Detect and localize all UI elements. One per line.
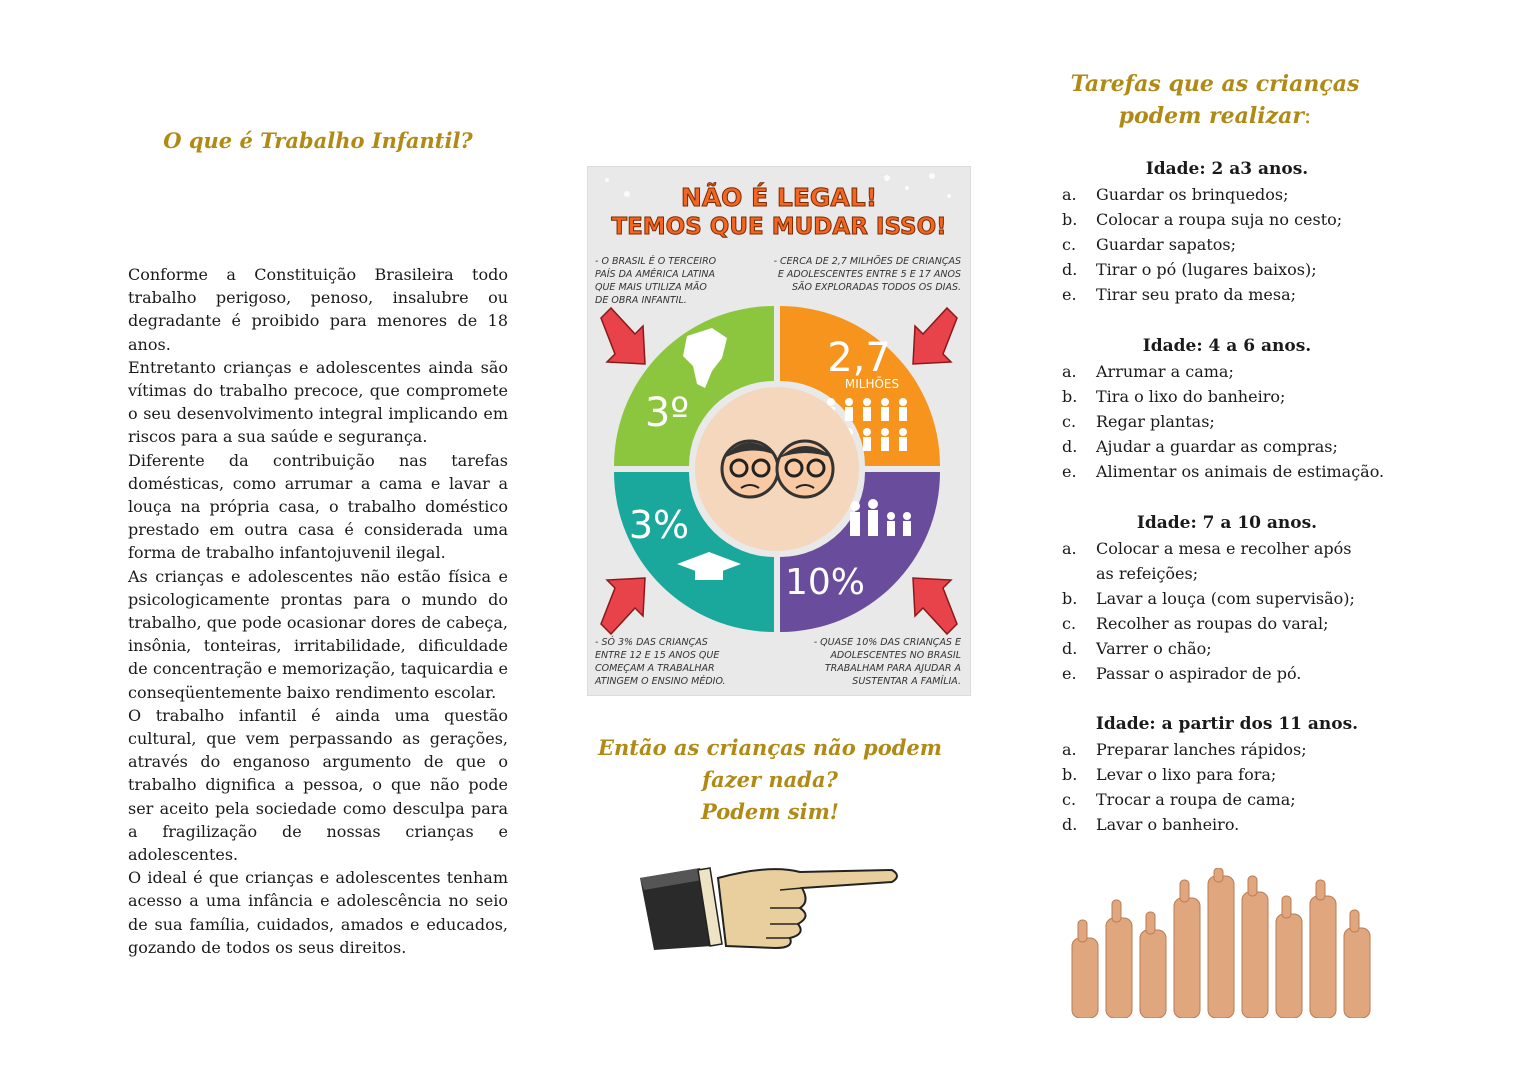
fact-bottom-left-1: - SÓ 3% DAS CRIANÇAS [595,637,708,648]
task-list [1062,536,1392,686]
paragraph: Diferente da contribuição nas tarefas domésticas, como arrumar a cama e lavar a louça na própria casa, o trabalho doméstico prestado em outra casa é considerada uma forma de trabalho infantojuvenil ilegal. [128,450,508,563]
age-heading: Idade: 7 a 10 anos. [1136,513,1318,533]
left-panel-title: O que é Trabalho Infantil? [163,128,473,153]
stat-purple: 10% [784,562,866,603]
list-item: d. Tirar o pó (lugares baixos); [1062,260,1317,279]
paragraph: As crianças e adolescentes não estão física e psicologicamente prontas para o mundo do trabalho, que pode ocasionar dores de cabeça, insônia, tonteiras, irritabilidade, dificuldade de concentração e memorização, taquicardia e conseqüentemente baixo rendimento escolar. [128,566,508,702]
headline-line-1: NÃO É LEGAL! [680,183,878,212]
task-list [1062,182,1392,307]
fact-top-left-1: - O BRASIL É O TERCEIRO [595,256,717,267]
question-block [575,732,965,828]
question-line: fazer nada? [702,767,838,792]
fact-bottom-right-2: ADOLESCENTES NO BRASIL [830,650,961,661]
list-item: a. Colocar a mesa e recolher após as refeições; [1062,539,1352,583]
right-title-line: Tarefas que as crianças [1070,71,1360,97]
fact-bottom-right-1: - QUASE 10% DAS CRIANÇAS E [813,637,961,648]
answer-line: Podem sim! [700,799,840,824]
task-list [1062,737,1392,837]
task-list [1062,359,1392,484]
stat-green: 3º [644,390,690,436]
fact-top-left-4: DE OBRA INFANTIL. [595,295,687,306]
list-item: c. Recolher as roupas do varal; [1062,614,1329,633]
list-item: d. Ajudar a guardar as compras; [1062,437,1338,456]
age-group-4-6 [1062,333,1392,484]
right-panel-title [1050,68,1380,133]
list-item: e. Alimentar os animais de estimação. [1062,462,1385,481]
paragraph: O trabalho infantil é ainda uma questão cultural, que vem perpassando as gerações, através do enganoso argumento de que o trabalho dignifica a pessoa, o que não pode ser aceito pela sociedade como desculpa para a fragilização de nossas crianças e adolescentes. [128,705,508,865]
list-item: e. Tirar seu prato da mesa; [1062,285,1297,304]
stat-orange-unit: MILHÕES [844,377,900,391]
left-panel-body [128,263,508,959]
list-item: b. Lavar a louça (com supervisão); [1062,589,1355,608]
age-heading: Idade: a partir dos 11 anos. [1095,714,1359,734]
age-heading: Idade: 2 a3 anos. [1145,159,1309,179]
pointing-hand-icon [630,850,902,960]
paragraph: Entretanto crianças e adolescentes ainda são vítimas do trabalho precoce, que compromete o seu desenvolvimento integral implicando em riscos para a sua saúde e segurança. [128,357,508,447]
fact-top-right-2: E ADOLESCENTES ENTRE 5 E 17 ANOS [777,269,961,280]
list-item: c. Regar plantas; [1062,412,1215,431]
list-item: d. Lavar o banheiro. [1062,815,1240,834]
stat-teal: 3% [628,503,690,547]
paragraph: Conforme a Constituição Brasileira todo trabalho perigoso, penoso, insalubre ou degradante é proibido para menores de 18 anos. [128,265,508,354]
age-heading: Idade: 4 a 6 anos. [1142,336,1312,356]
right-title-line: podem realizar: [1118,103,1312,129]
fact-bottom-right-3: TRABALHAM PARA AJUDAR A [824,663,961,674]
fact-bottom-left-2: ENTRE 12 E 15 ANOS QUE [595,650,720,661]
fact-top-left-3: QUE MAIS UTILIZA MÃO [595,282,707,293]
list-item: c. Guardar sapatos; [1062,235,1236,254]
list-item: a. Arrumar a cama; [1062,362,1234,381]
fact-top-left-2: PAÍS DA AMÉRICA LATINA [595,269,716,280]
list-item: b. Tira o lixo do banheiro; [1062,387,1286,406]
stat-orange: 2,7 [827,335,891,381]
list-item: a. Preparar lanches rápidos; [1062,740,1307,759]
list-item: d. Varrer o chão; [1062,639,1212,658]
list-item: c. Trocar a roupa de cama; [1062,790,1296,809]
headline-line-2: TEMOS QUE MUDAR ISSO! [611,214,947,240]
question-line: Então as crianças não podem [597,735,943,760]
fact-bottom-left-3: COMEÇAM A TRABALHAR [595,663,715,674]
age-group-11-plus [1062,711,1392,837]
list-item: b. Levar o lixo para fora; [1062,765,1277,784]
age-group-2-3 [1062,156,1392,307]
list-item: e. Passar o aspirador de pó. [1062,664,1302,683]
fact-bottom-right-4: SUSTENTAR A FAMÍLIA. [852,676,961,687]
age-group-7-10 [1062,510,1392,686]
fact-top-right-1: - CERCA DE 2,7 MILHÕES DE CRIANÇAS [773,256,961,267]
list-item: a. Guardar os brinquedos; [1062,185,1289,204]
fact-bottom-left-4: ATINGEM O ENSINO MÉDIO. [595,676,726,687]
infographic [587,166,971,696]
paragraph: O ideal é que crianças e adolescentes tenham acesso a uma infância e adolescência no seio de sua família, cuidados, amados e educados, gozando de todos os seus direitos. [128,868,508,957]
fact-top-right-3: SÃO EXPLORADAS TODOS OS DIAS. [791,282,961,293]
list-item: b. Colocar a roupa suja no cesto; [1062,210,1343,229]
thumbs-up-hands-photo [1062,868,1386,1018]
